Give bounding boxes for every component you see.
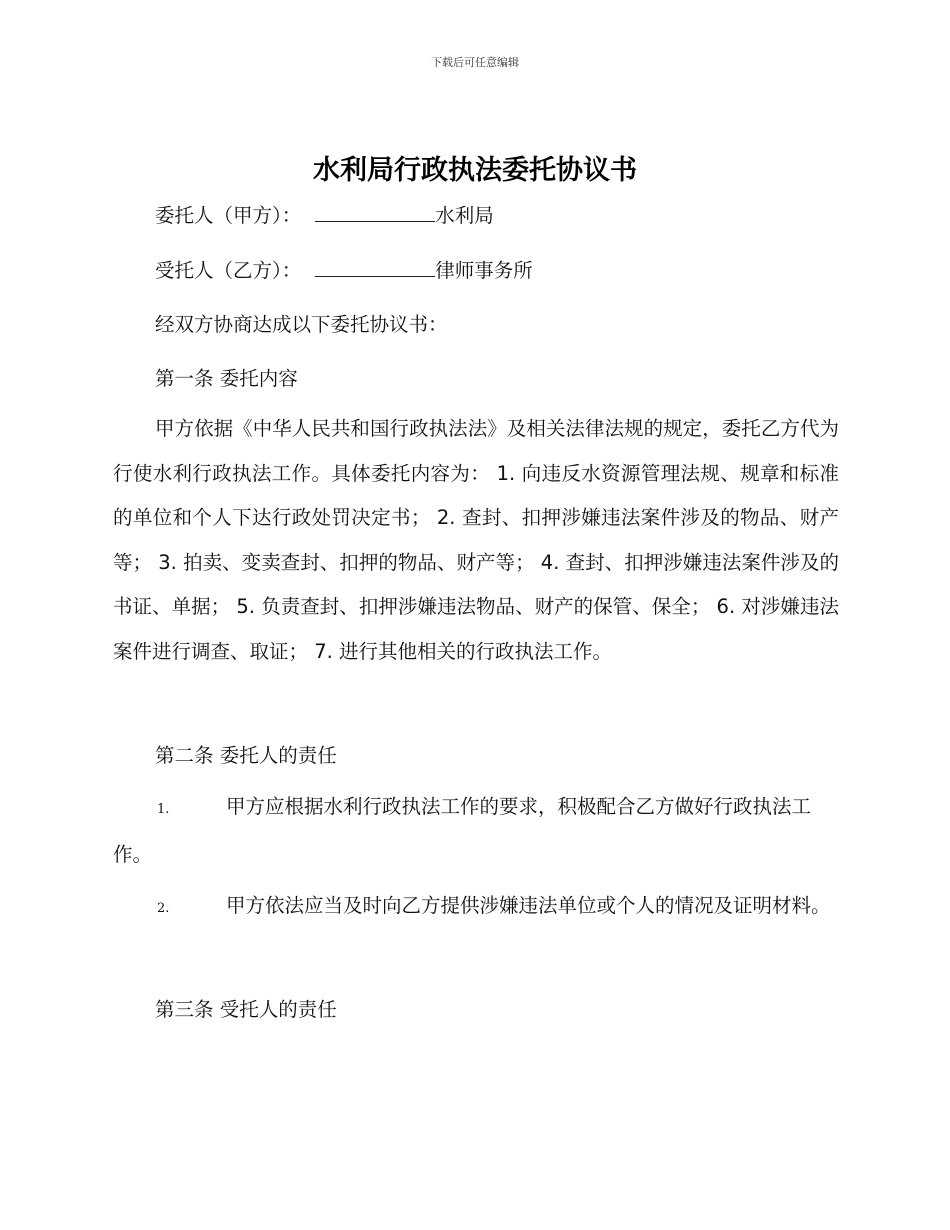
article3-heading: 第三条 受托人的责任 xyxy=(155,998,337,1021)
agent-blank xyxy=(315,258,435,277)
list-text: 甲方应根据水利行政执法工作的要求，积极配合乙方做好行政执法工作。 xyxy=(113,795,812,866)
intro-line: 经双方协商达成以下委托协议书： xyxy=(155,313,448,336)
header-note: 下载后可任意编辑 xyxy=(431,56,519,69)
article1-body: 甲方依据《中华人民共和国行政执法法》及相关法律法规的规定，委托乙方代为行使水利行政执法工作。具体委托内容为： 1. 向违反水资源管理法规、规章和标准的单位和个人下达行政处罚决定书； 2. 查封、扣押涉嫌违法案件涉及的物品、财产等； 3. 拍卖、变卖查封、扣押的物品、财产等； 4. 查封、扣押涉嫌违法案件涉及的书证、单据； 5. 负责查封、扣押涉嫌违法物品、财产的保管、保全； 6. 对涉嫌违法案件进行调查、取证； 7. 进行其他相关的行政执法工作。 xyxy=(113,417,839,663)
principal-label: 委托人（甲方）： xyxy=(155,204,302,227)
principal-blank xyxy=(315,203,435,222)
document-title: 水利局行政执法委托协议书 xyxy=(313,155,637,186)
article2-item-2 xyxy=(113,884,839,932)
article2-heading: 第二条 委托人的责任 xyxy=(155,744,337,767)
article2-item-1 xyxy=(113,785,839,877)
list-number: 2. xyxy=(157,901,170,916)
agent-label: 受托人（乙方）： xyxy=(155,259,302,282)
article1-heading: 第一条 委托内容 xyxy=(155,367,298,390)
agent-line xyxy=(155,255,533,283)
list-text: 甲方依法应当及时向乙方提供涉嫌违法单位或个人的情况及证明材料。 xyxy=(226,894,831,917)
principal-line xyxy=(155,200,494,228)
list-number: 1. xyxy=(157,802,170,817)
principal-suffix: 水利局 xyxy=(435,204,494,227)
agent-suffix: 律师事务所 xyxy=(435,259,533,282)
